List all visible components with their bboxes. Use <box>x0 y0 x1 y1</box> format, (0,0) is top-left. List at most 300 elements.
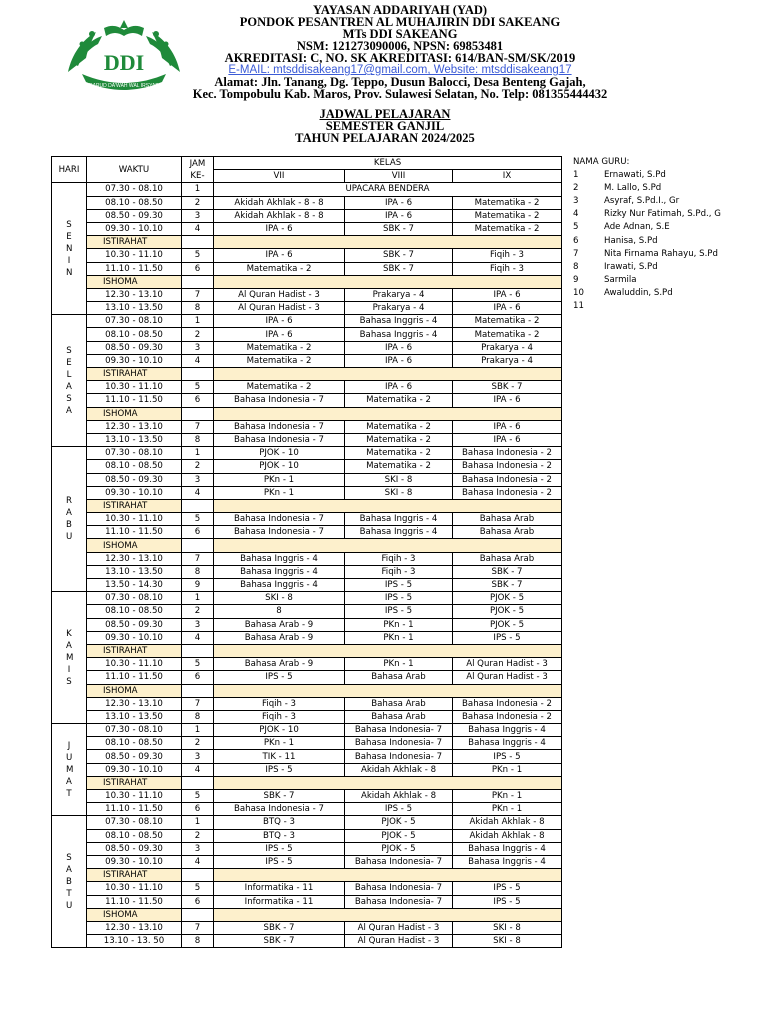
teacher-row <box>573 169 666 182</box>
letterhead-text <box>180 4 620 100</box>
subject-cell-viii: Al Quran Hadist - 3 <box>345 921 453 934</box>
subject-cell-vii: IPA - 6 <box>214 315 345 328</box>
break-label: ISHOMA <box>87 275 182 288</box>
subject-cell-ix: Bahasa Indonesia - 2 <box>453 710 562 723</box>
subject-cell-ix: PJOK - 5 <box>453 592 562 605</box>
time-cell: 08.50 - 09.30 <box>87 750 182 763</box>
break-row <box>52 776 562 789</box>
subject-cell-ix: SKI - 8 <box>453 935 562 948</box>
subject-cell-viii: SKI - 8 <box>345 486 453 499</box>
break-row <box>52 869 562 882</box>
break-fill <box>214 407 562 420</box>
logo-text: DDI <box>103 50 145 75</box>
lesson-row <box>52 829 562 842</box>
break-row <box>52 644 562 657</box>
subject-cell-ix: IPA - 6 <box>453 394 562 407</box>
period-cell: 3 <box>182 618 214 631</box>
teacher-number: 3 <box>573 196 579 207</box>
teacher-row <box>573 248 718 261</box>
teacher-list <box>573 156 721 313</box>
email-website-link[interactable]: E-MAIL: mtsddisakeang17@gmail.com, Website: mtsddisakeang17 <box>228 64 572 76</box>
school-name: MTs DDI SAKEANG <box>342 27 458 41</box>
subject-cell-vii: BTQ - 3 <box>214 816 345 829</box>
lesson-row <box>52 750 562 763</box>
time-cell: 07.30 - 08.10 <box>87 724 182 737</box>
lesson-row <box>52 526 562 539</box>
break-label: ISTIRAHAT <box>87 869 182 882</box>
subject-cell-ix: SBK - 7 <box>453 579 562 592</box>
subject-cell-vii: PKn - 1 <box>214 486 345 499</box>
period-cell: 8 <box>182 710 214 723</box>
time-cell: 10.30 - 11.10 <box>87 249 182 262</box>
subject-cell-vii: TIK - 11 <box>214 750 345 763</box>
address-line-2: Kec. Tompobulu Kab. Maros, Prov. Sulawesi Selatan, No. Telp: 081355444432 <box>192 87 608 101</box>
logo-ring-text: DARUD DA'WAH WAL IRSYAD <box>88 83 160 89</box>
subject-cell-vii: Bahasa Indonesia - 7 <box>214 420 345 433</box>
subject-cell-vii: PKn - 1 <box>214 737 345 750</box>
subject-cell-vii: Bahasa Arab - 9 <box>214 631 345 644</box>
subject-cell-ix: Bahasa Indonesia - 2 <box>453 486 562 499</box>
subject-cell-vii: SKI - 8 <box>214 592 345 605</box>
subject-cell-ix: IPA - 6 <box>453 302 562 315</box>
subject-cell-ix: Bahasa Arab <box>453 513 562 526</box>
period-cell: 5 <box>182 249 214 262</box>
teacher-list-title: NAMA GURU: <box>573 157 630 167</box>
lesson-row <box>52 631 562 644</box>
period-cell: 8 <box>182 935 214 948</box>
subject-cell-ix: Matematika - 2 <box>453 328 562 341</box>
period-cell: 7 <box>182 552 214 565</box>
subject-cell-ix: PKn - 1 <box>453 763 562 776</box>
teacher-name: Rizky Nur Fatimah, S.Pd., G <box>604 209 721 220</box>
time-cell: 09.30 - 10.10 <box>87 222 182 235</box>
teacher-row <box>573 287 673 300</box>
subject-cell-ix: Bahasa Indonesia - 2 <box>453 473 562 486</box>
teacher-row <box>573 182 662 195</box>
time-cell: 09.30 - 10.10 <box>87 631 182 644</box>
lesson-row <box>52 921 562 934</box>
time-cell: 09.30 - 10.10 <box>87 763 182 776</box>
time-cell: 12.30 - 13.10 <box>87 552 182 565</box>
subject-cell-viii: Bahasa Inggris - 4 <box>345 315 453 328</box>
subject-cell-viii: IPA - 6 <box>345 209 453 222</box>
subject-cell-ix: SKI - 8 <box>453 921 562 934</box>
subject-cell-ix: Al Quran Hadist - 3 <box>453 658 562 671</box>
subject-cell-vii: Bahasa Inggris - 4 <box>214 579 345 592</box>
break-label: ISHOMA <box>87 539 182 552</box>
subject-cell-viii: Al Quran Hadist - 3 <box>345 935 453 948</box>
subject-cell-ix: Bahasa Inggris - 4 <box>453 855 562 868</box>
subject-cell-viii: PJOK - 5 <box>345 842 453 855</box>
time-cell: 12.30 - 13.10 <box>87 921 182 934</box>
teacher-name: Hanisa, S.Pd <box>604 235 658 246</box>
time-cell: 08.10 - 08.50 <box>87 737 182 750</box>
period-cell: 8 <box>182 565 214 578</box>
lesson-row <box>52 671 562 684</box>
period-cell: 1 <box>182 315 214 328</box>
teacher-row <box>573 221 670 234</box>
title-line-3: TAHUN PELAJARAN 2024/2025 <box>295 131 475 145</box>
subject-cell-vii: PJOK - 10 <box>214 724 345 737</box>
lesson-row <box>52 302 562 315</box>
time-cell: 07.30 - 08.10 <box>87 183 182 196</box>
lesson-row <box>52 196 562 209</box>
break-row <box>52 275 562 288</box>
lesson-row <box>52 433 562 446</box>
ceremony-cell: UPACARA BENDERA <box>214 183 562 196</box>
lesson-row <box>52 763 562 776</box>
subject-cell-ix: PJOK - 5 <box>453 618 562 631</box>
subject-cell-ix: SBK - 7 <box>453 381 562 394</box>
time-cell: 10.30 - 11.10 <box>87 882 182 895</box>
teacher-row <box>573 274 637 287</box>
teacher-row <box>573 300 629 313</box>
subject-cell-vii: Al Quran Hadist - 3 <box>214 288 345 301</box>
period-cell: 7 <box>182 921 214 934</box>
break-row <box>52 368 562 381</box>
time-cell: 08.50 - 09.30 <box>87 209 182 222</box>
period-cell: 5 <box>182 658 214 671</box>
period-cell: 6 <box>182 895 214 908</box>
subject-cell-viii: SKI - 8 <box>345 473 453 486</box>
period-cell: 5 <box>182 790 214 803</box>
period-cell: 8 <box>182 433 214 446</box>
lesson-row <box>52 842 562 855</box>
teacher-name: Nita Firnama Rahayu, S.Pd <box>604 248 718 259</box>
time-cell: 08.10 - 08.50 <box>87 460 182 473</box>
subject-cell-vii: PJOK - 10 <box>214 460 345 473</box>
period-cell: 7 <box>182 288 214 301</box>
lesson-row <box>52 737 562 750</box>
subject-cell-viii: SBK - 7 <box>345 249 453 262</box>
time-cell: 08.10 - 08.50 <box>87 829 182 842</box>
subject-cell-viii: IPS - 5 <box>345 803 453 816</box>
break-label: ISTIRAHAT <box>87 644 182 657</box>
subject-cell-viii: PJOK - 5 <box>345 816 453 829</box>
subject-cell-vii: Akidah Akhlak - 8 - 8 <box>214 209 345 222</box>
time-cell: 10.30 - 11.10 <box>87 513 182 526</box>
time-cell: 13.10 - 13.50 <box>87 710 182 723</box>
period-cell: 6 <box>182 394 214 407</box>
lesson-row <box>52 328 562 341</box>
break-label: ISTIRAHAT <box>87 236 182 249</box>
time-cell: 11.10 - 11.50 <box>87 803 182 816</box>
header-class-viii: VIII <box>345 170 453 183</box>
subject-cell-viii: Matematika - 2 <box>345 447 453 460</box>
time-cell: 11.10 - 11.50 <box>87 895 182 908</box>
header-class-vii: VII <box>214 170 345 183</box>
teacher-row <box>573 208 721 221</box>
time-cell: 09.30 - 10.10 <box>87 486 182 499</box>
subject-cell-ix: Bahasa Arab <box>453 552 562 565</box>
subject-cell-ix: SBK - 7 <box>453 565 562 578</box>
time-cell: 09.30 - 10.10 <box>87 354 182 367</box>
subject-cell-vii: Bahasa Arab - 9 <box>214 618 345 631</box>
time-cell: 08.50 - 09.30 <box>87 618 182 631</box>
foundation-name: YAYASAN ADDARIYAH (YAD) <box>312 3 488 17</box>
time-cell: 10.30 - 11.10 <box>87 658 182 671</box>
break-jam-cell <box>182 539 214 552</box>
subject-cell-ix: Akidah Akhlak - 8 <box>453 829 562 842</box>
break-jam-cell <box>182 236 214 249</box>
letterhead <box>0 0 768 100</box>
lesson-row <box>52 262 562 275</box>
time-cell: 10.30 - 11.10 <box>87 790 182 803</box>
subject-cell-vii: Informatika - 11 <box>214 882 345 895</box>
break-label: ISTIRAHAT <box>87 776 182 789</box>
subject-cell-ix: Fiqih - 3 <box>453 249 562 262</box>
break-row <box>52 908 562 921</box>
break-fill <box>214 368 562 381</box>
break-row <box>52 539 562 552</box>
subject-cell-viii: Fiqih - 3 <box>345 565 453 578</box>
subject-cell-ix: IPS - 5 <box>453 895 562 908</box>
subject-cell-ix: Akidah Akhlak - 8 <box>453 816 562 829</box>
break-row <box>52 499 562 512</box>
period-cell: 9 <box>182 579 214 592</box>
lesson-row <box>52 592 562 605</box>
time-cell: 08.50 - 09.30 <box>87 473 182 486</box>
subject-cell-vii: Bahasa Arab - 9 <box>214 658 345 671</box>
period-cell: 8 <box>182 302 214 315</box>
subject-cell-viii: IPA - 6 <box>345 381 453 394</box>
break-jam-cell <box>182 869 214 882</box>
time-cell: 09.30 - 10.10 <box>87 855 182 868</box>
time-cell: 12.30 - 13.10 <box>87 288 182 301</box>
subject-cell-ix: IPS - 5 <box>453 750 562 763</box>
lesson-row <box>52 183 562 196</box>
break-row <box>52 407 562 420</box>
lesson-row <box>52 803 562 816</box>
subject-cell-vii: Akidah Akhlak - 8 - 8 <box>214 196 345 209</box>
time-cell: 07.30 - 08.10 <box>87 592 182 605</box>
lesson-row <box>52 605 562 618</box>
break-jam-cell <box>182 684 214 697</box>
day-label: J U M A T <box>52 724 87 816</box>
lesson-row <box>52 658 562 671</box>
subject-cell-vii: Matematika - 2 <box>214 381 345 394</box>
lesson-row <box>52 460 562 473</box>
teacher-name: Sarmila <box>604 274 637 285</box>
period-cell: 2 <box>182 737 214 750</box>
period-cell: 2 <box>182 605 214 618</box>
lesson-row <box>52 486 562 499</box>
teacher-number: 10 <box>573 287 584 298</box>
teacher-number: 9 <box>573 274 579 285</box>
subject-cell-ix: PJOK - 5 <box>453 605 562 618</box>
subject-cell-vii: Matematika - 2 <box>214 262 345 275</box>
time-cell: 12.30 - 13.10 <box>87 697 182 710</box>
lesson-row <box>52 895 562 908</box>
teacher-number: 8 <box>573 261 579 272</box>
subject-cell-vii: Bahasa Inggris - 4 <box>214 565 345 578</box>
address-line-1: Alamat: Jln. Tanang, Dg. Teppo, Dusun Balocci, Desa Benteng Gajah, <box>214 75 586 89</box>
lesson-row <box>52 935 562 948</box>
subject-cell-ix: Bahasa Indonesia - 2 <box>453 447 562 460</box>
lesson-row <box>52 341 562 354</box>
period-cell: 3 <box>182 341 214 354</box>
teacher-number: 2 <box>573 183 579 194</box>
subject-cell-ix: Matematika - 2 <box>453 196 562 209</box>
lesson-row <box>52 618 562 631</box>
break-fill <box>214 776 562 789</box>
time-cell: 13.10 - 13. 50 <box>87 935 182 948</box>
teacher-number: 6 <box>573 235 579 246</box>
subject-cell-vii: Matematika - 2 <box>214 354 345 367</box>
break-fill <box>214 908 562 921</box>
subject-cell-ix: IPS - 5 <box>453 631 562 644</box>
subject-cell-ix: Matematika - 2 <box>453 209 562 222</box>
period-cell: 1 <box>182 183 214 196</box>
subject-cell-vii: IPS - 5 <box>214 855 345 868</box>
header-kelas: KELAS <box>214 157 562 170</box>
teacher-name: Awaluddin, S.Pd <box>604 287 673 298</box>
subject-cell-viii: Bahasa Arab <box>345 710 453 723</box>
period-cell: 2 <box>182 460 214 473</box>
subject-cell-ix: IPA - 6 <box>453 420 562 433</box>
lesson-row <box>52 473 562 486</box>
lesson-row <box>52 288 562 301</box>
lesson-row <box>52 882 562 895</box>
period-cell: 4 <box>182 486 214 499</box>
header-waktu: WAKTU <box>87 157 182 183</box>
period-cell: 5 <box>182 513 214 526</box>
lesson-row <box>52 394 562 407</box>
teacher-number: 7 <box>573 248 579 259</box>
subject-cell-vii: SBK - 7 <box>214 935 345 948</box>
subject-cell-viii: Matematika - 2 <box>345 420 453 433</box>
subject-cell-viii: Bahasa Inggris - 4 <box>345 328 453 341</box>
period-cell: 3 <box>182 473 214 486</box>
time-cell: 13.50 - 14.30 <box>87 579 182 592</box>
title-line-2: SEMESTER GANJIL <box>325 119 445 133</box>
subject-cell-viii: IPA - 6 <box>345 341 453 354</box>
lesson-row <box>52 816 562 829</box>
subject-cell-vii: Al Quran Hadist - 3 <box>214 302 345 315</box>
period-cell: 3 <box>182 750 214 763</box>
subject-cell-viii: Bahasa Indonesia- 7 <box>345 882 453 895</box>
period-cell: 6 <box>182 526 214 539</box>
subject-cell-ix: Matematika - 2 <box>453 222 562 235</box>
subject-cell-vii: IPS - 5 <box>214 842 345 855</box>
subject-cell-vii: IPA - 6 <box>214 249 345 262</box>
break-jam-cell <box>182 644 214 657</box>
subject-cell-vii: Fiqih - 3 <box>214 697 345 710</box>
lesson-row <box>52 209 562 222</box>
subject-cell-viii: Matematika - 2 <box>345 433 453 446</box>
subject-cell-viii: Prakarya - 4 <box>345 288 453 301</box>
subject-cell-viii: Fiqih - 3 <box>345 552 453 565</box>
break-label: ISHOMA <box>87 407 182 420</box>
subject-cell-viii: Bahasa Inggris - 4 <box>345 513 453 526</box>
subject-cell-viii: Akidah Akhlak - 8 <box>345 763 453 776</box>
header-jam-ke: JAM KE- <box>182 157 214 183</box>
time-cell: 13.10 - 13.50 <box>87 565 182 578</box>
subject-cell-vii: PJOK - 10 <box>214 447 345 460</box>
subject-cell-vii: Bahasa Indonesia - 7 <box>214 513 345 526</box>
school-logo <box>62 14 186 94</box>
subject-cell-ix: Al Quran Hadist - 3 <box>453 671 562 684</box>
break-fill <box>214 539 562 552</box>
lesson-row <box>52 697 562 710</box>
teacher-name: Asyraf, S.Pd.I., Gr <box>604 196 680 207</box>
subject-cell-vii: Bahasa Indonesia - 7 <box>214 433 345 446</box>
teacher-number: 1 <box>573 170 579 181</box>
schedule-table <box>51 156 562 948</box>
subject-cell-ix: Bahasa Indonesia - 2 <box>453 697 562 710</box>
lesson-row <box>52 249 562 262</box>
lesson-row <box>52 381 562 394</box>
period-cell: 2 <box>182 196 214 209</box>
subject-cell-vii: IPS - 5 <box>214 671 345 684</box>
period-cell: 7 <box>182 697 214 710</box>
time-cell: 11.10 - 11.50 <box>87 394 182 407</box>
period-cell: 2 <box>182 829 214 842</box>
subject-cell-ix: Prakarya - 4 <box>453 354 562 367</box>
lesson-row <box>52 724 562 737</box>
break-jam-cell <box>182 368 214 381</box>
break-fill <box>214 499 562 512</box>
subject-cell-viii: IPA - 6 <box>345 354 453 367</box>
break-fill <box>214 684 562 697</box>
teacher-number: 4 <box>573 209 579 220</box>
time-cell: 08.10 - 08.50 <box>87 196 182 209</box>
schedule-title <box>250 108 520 144</box>
subject-cell-vii: IPA - 6 <box>214 222 345 235</box>
time-cell: 11.10 - 11.50 <box>87 526 182 539</box>
period-cell: 3 <box>182 842 214 855</box>
lesson-row <box>52 855 562 868</box>
subject-cell-viii: Prakarya - 4 <box>345 302 453 315</box>
subject-cell-vii: SBK - 7 <box>214 921 345 934</box>
subject-cell-ix: Fiqih - 3 <box>453 262 562 275</box>
day-label: K A M I S <box>52 592 87 724</box>
subject-cell-viii: SBK - 7 <box>345 262 453 275</box>
break-label: ISHOMA <box>87 684 182 697</box>
subject-cell-ix: Prakarya - 4 <box>453 341 562 354</box>
period-cell: 5 <box>182 381 214 394</box>
subject-cell-ix: Bahasa Arab <box>453 526 562 539</box>
time-cell: 11.10 - 11.50 <box>87 671 182 684</box>
teacher-row <box>573 235 658 248</box>
subject-cell-ix: Matematika - 2 <box>453 315 562 328</box>
subject-cell-viii: IPS - 5 <box>345 592 453 605</box>
subject-cell-viii: PKn - 1 <box>345 658 453 671</box>
period-cell: 6 <box>182 262 214 275</box>
period-cell: 1 <box>182 816 214 829</box>
nsm-npsn: NSM: 121273090006, NPSN: 69853481 <box>296 39 504 53</box>
subject-cell-ix: PKn - 1 <box>453 790 562 803</box>
break-jam-cell <box>182 275 214 288</box>
period-cell: 3 <box>182 209 214 222</box>
subject-cell-vii: Bahasa Indonesia - 7 <box>214 803 345 816</box>
period-cell: 6 <box>182 671 214 684</box>
subject-cell-viii: Bahasa Indonesia- 7 <box>345 750 453 763</box>
subject-cell-ix: PKn - 1 <box>453 803 562 816</box>
teacher-name: M. Lallo, S.Pd <box>604 183 662 194</box>
break-jam-cell <box>182 499 214 512</box>
subject-cell-vii: Bahasa Indonesia - 7 <box>214 394 345 407</box>
time-cell: 12.30 - 13.10 <box>87 420 182 433</box>
day-label: S E N I N <box>52 183 87 315</box>
break-jam-cell <box>182 776 214 789</box>
subject-cell-ix: Bahasa Inggris - 4 <box>453 737 562 750</box>
subject-cell-ix: Bahasa Indonesia - 2 <box>453 460 562 473</box>
break-label: ISTIRAHAT <box>87 368 182 381</box>
break-row <box>52 684 562 697</box>
day-label: S E L A S A <box>52 315 87 447</box>
subject-cell-vii: Bahasa Inggris - 4 <box>214 552 345 565</box>
